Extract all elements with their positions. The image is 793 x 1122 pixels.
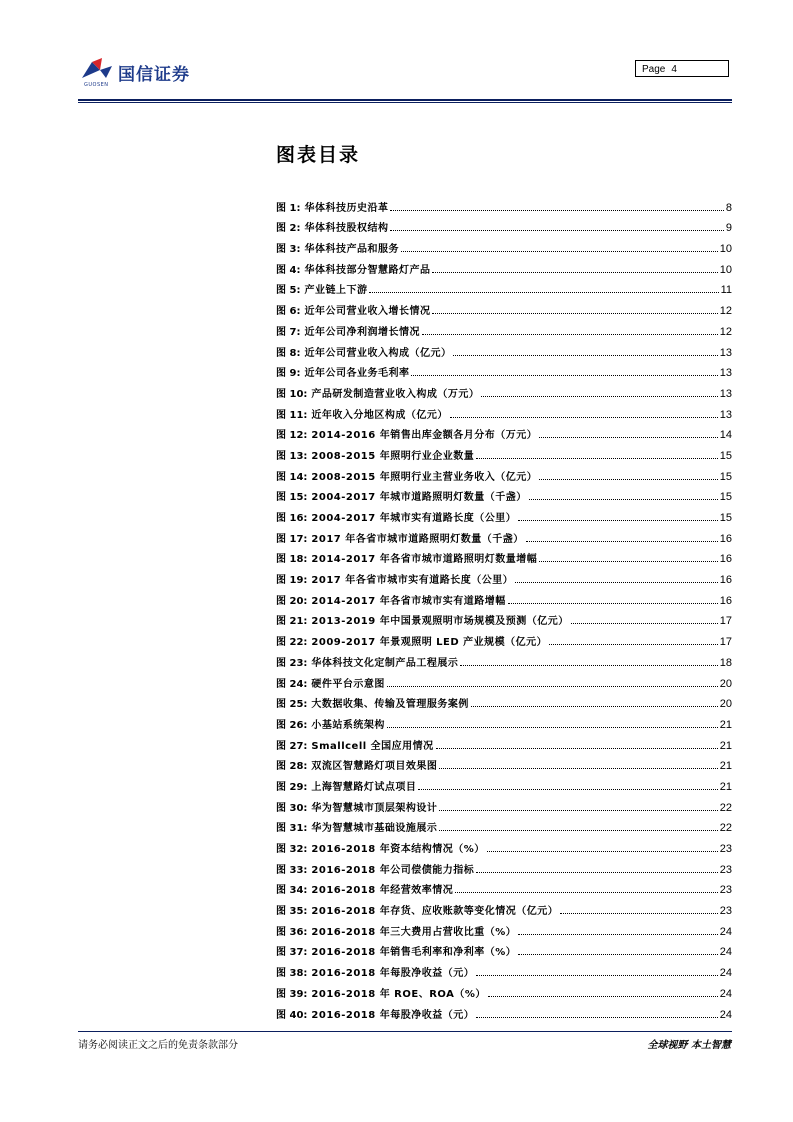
toc-leader-dots: [508, 603, 718, 604]
toc-entry-caption: 华体科技股权结构: [304, 223, 389, 235]
toc-entry-label: 图 37:: [276, 947, 308, 959]
toc-entry-page: 17: [719, 636, 732, 649]
toc-leader-dots: [471, 706, 718, 707]
toc-entry-label: 图 4:: [276, 264, 301, 276]
toc-entry[interactable]: [276, 938, 732, 959]
toc-entry[interactable]: [276, 710, 732, 731]
toc-leader-dots: [401, 251, 718, 252]
toc-entry-page: 13: [719, 346, 732, 359]
toc-entry[interactable]: [276, 876, 732, 897]
toc-entry-page: 14: [719, 429, 732, 442]
toc-entry-page: 24: [719, 925, 732, 938]
toc-leader-dots: [432, 272, 717, 273]
toc-entry[interactable]: [276, 814, 732, 835]
toc-leader-dots: [439, 768, 717, 769]
toc-leader-dots: [518, 934, 718, 935]
toc-entry-caption: 近年公司净利润增长情况: [304, 326, 420, 338]
toc-entry-caption: 近年公司各业务毛利率: [304, 368, 410, 380]
toc-entry[interactable]: [276, 234, 732, 255]
toc-leader-dots: [571, 623, 718, 624]
toc-entry-caption: 2008-2015 年照明行业主营业务收入（亿元）: [311, 471, 538, 483]
toc-entry-label: 图 9:: [276, 368, 301, 380]
toc-leader-dots: [518, 954, 718, 955]
toc-leader-dots: [529, 499, 718, 500]
toc-entry[interactable]: [276, 958, 732, 979]
toc-entry-label: 图 19:: [276, 575, 308, 587]
toc-entry-page: 13: [719, 367, 732, 380]
toc-entry[interactable]: [276, 483, 732, 504]
toc-entry-label: 图 25:: [276, 699, 308, 711]
toc-leader-dots: [539, 479, 718, 480]
toc-entry[interactable]: [276, 421, 732, 442]
toc-leader-dots: [422, 334, 718, 335]
toc-entry-label: 图 2:: [276, 223, 301, 235]
toc-entry-caption: 2016-2018 年 ROE、ROA（%）: [311, 988, 486, 1000]
toc-entry-page: 8: [725, 201, 732, 214]
toc-entry-caption: 双流区智慧路灯项目效果图: [311, 761, 438, 773]
toc-entry-page: 24: [719, 967, 732, 980]
toc-entry-caption: 2016-2018 年经营效率情况: [311, 885, 454, 897]
toc-entry-caption: 产品研发制造营业收入构成（万元）: [311, 388, 480, 400]
header-rule: [78, 99, 732, 101]
toc-entry-caption: 2004-2017 年城市道路照明灯数量（千盏）: [311, 492, 527, 504]
toc-entry-label: 图 27:: [276, 740, 308, 752]
toc-entry-page: 24: [719, 946, 732, 959]
logo-subtext: GUOSEN: [84, 82, 109, 88]
toc-entry-page: 22: [719, 822, 732, 835]
toc-leader-dots: [539, 561, 718, 562]
toc-leader-dots: [488, 996, 718, 997]
toc-entry-page: 22: [719, 801, 732, 814]
guosen-logo: [80, 56, 210, 90]
toc-entry-page: 12: [719, 325, 732, 338]
toc-entry[interactable]: [276, 1000, 732, 1021]
toc-entry-caption: 产业链上下游: [304, 285, 368, 297]
toc-entry[interactable]: [276, 379, 732, 400]
toc-entry-label: 图 28:: [276, 761, 308, 773]
toc-leader-dots: [436, 748, 718, 749]
toc-entry-page: 16: [719, 553, 732, 566]
toc-entry[interactable]: [276, 503, 732, 524]
toc-entry-page: 24: [719, 1008, 732, 1021]
toc-entry-label: 图 26:: [276, 719, 308, 731]
toc-entry-caption: 2017 年各省市城市道路照明灯数量（千盏）: [311, 533, 524, 545]
toc-entry-label: 图 39:: [276, 988, 308, 1000]
toc-entry-caption: 上海智慧路灯试点项目: [311, 781, 417, 793]
toc-entry[interactable]: [276, 586, 732, 607]
toc-entry-label: 图 23:: [276, 657, 308, 669]
toc-leader-dots: [460, 665, 717, 666]
page-number: 4: [671, 64, 677, 75]
toc-entry-caption: 2008-2015 年照明行业企业数量: [311, 450, 475, 462]
toc-entry-caption: 2016-2018 年三大费用占营收比重（%）: [311, 926, 517, 938]
toc-leader-dots: [518, 520, 718, 521]
toc-entry-caption: 小基站系统架构: [311, 719, 385, 731]
toc-entry-label: 图 32:: [276, 844, 308, 855]
toc-entry[interactable]: [276, 772, 732, 793]
toc-leader-dots: [432, 313, 717, 314]
toc-entry-page: 21: [719, 780, 732, 793]
toc-entry[interactable]: [276, 669, 732, 690]
page-indicator: [635, 60, 729, 77]
toc-entry-caption: 2014-2017 年各省市城市实有道路增幅: [311, 595, 506, 607]
toc-entry[interactable]: [276, 855, 732, 876]
toc-entry-label: 图 22:: [276, 637, 308, 649]
toc-entry-label: 图 38:: [276, 968, 308, 980]
toc-leader-dots: [439, 810, 717, 811]
toc-entry-caption: 2014-2017 年各省市城市道路照明灯数量增幅: [311, 554, 538, 566]
toc-entry-page: 13: [719, 408, 732, 421]
toc-leader-dots: [390, 230, 723, 231]
toc-entry-caption: 华体科技文化定制产品工程展示: [311, 657, 459, 669]
toc-entry-page: 15: [719, 491, 732, 504]
toc-entry-label: 图 16:: [276, 513, 308, 524]
toc-entry-page: 18: [719, 656, 732, 669]
toc-entry-caption: Smallcell 全国应用情况: [311, 740, 434, 752]
toc-entry-page: 20: [719, 698, 732, 711]
toc-leader-dots: [539, 437, 718, 438]
toc-leader-dots: [390, 210, 723, 211]
toc-entry[interactable]: [276, 255, 732, 276]
logo-text: 国信证券: [118, 65, 190, 85]
toc-entry-label: 图 33:: [276, 864, 308, 876]
footer-rule: [78, 1031, 732, 1032]
toc-entry-label: 图 7:: [276, 326, 301, 338]
toc-entry-page: 9: [725, 222, 732, 235]
toc-entry-caption: 华为智慧城市顶层架构设计: [311, 802, 438, 814]
toc-entry-page: 15: [719, 512, 732, 524]
toc-entry-page: 15: [719, 470, 732, 483]
toc-entry-label: 图 30:: [276, 802, 308, 814]
page-header: [0, 0, 793, 104]
toc-entry[interactable]: [276, 338, 732, 359]
toc-entry-page: 17: [719, 615, 732, 628]
toc-leader-dots: [439, 830, 717, 831]
toc-entry-label: 图 35:: [276, 906, 308, 918]
toc-entry[interactable]: [276, 296, 732, 317]
toc-leader-dots: [418, 789, 717, 790]
toc-entry-caption: 华体科技部分智慧路灯产品: [304, 264, 431, 276]
toc-entry-caption: 2004-2017 年城市实有道路长度（公里）: [311, 513, 517, 524]
toc-entry[interactable]: [276, 214, 732, 235]
toc-entry[interactable]: [276, 607, 732, 628]
toc-entry-page: 21: [719, 760, 732, 773]
toc-entry-label: 图 12:: [276, 430, 308, 442]
toc-entry-page: 11: [720, 284, 732, 297]
toc-entry-page: 20: [719, 677, 732, 690]
toc-entry-caption: 近年公司营业收入增长情况: [304, 306, 431, 318]
toc-entry-label: 图 34:: [276, 885, 308, 897]
toc-entry-label: 图 5:: [276, 285, 301, 297]
toc-leader-dots: [515, 582, 718, 583]
toc-entry-caption: 近年收入分地区构成（亿元）: [311, 409, 448, 421]
toc-entry-page: 10: [719, 243, 732, 256]
toc-entry[interactable]: [276, 917, 732, 938]
toc-entry-label: 图 21:: [276, 616, 308, 628]
toc-entry[interactable]: [276, 359, 732, 380]
toc-leader-dots: [387, 686, 718, 687]
toc-entry-label: 图 17:: [276, 533, 308, 545]
toc-entry-caption: 华体科技历史沿革: [304, 202, 389, 214]
toc-entry-label: 图 24:: [276, 678, 308, 690]
toc-entry-caption: 2017 年各省市城市实有道路长度（公里）: [311, 575, 514, 587]
toc-entry-page: 23: [719, 905, 732, 918]
toc-leader-dots: [487, 851, 718, 852]
toc-entry[interactable]: [276, 193, 732, 214]
toc-entry[interactable]: [276, 545, 732, 566]
toc-entry-caption: 华为智慧城市基础设施展示: [311, 823, 438, 835]
toc-entry-page: 16: [719, 594, 732, 607]
toc-entry-label: 图 29:: [276, 781, 308, 793]
toc-entry-page: 16: [719, 574, 732, 587]
toc-entry[interactable]: [276, 752, 732, 773]
toc-entry-label: 图 3:: [276, 244, 301, 256]
toc-entry[interactable]: [276, 317, 732, 338]
page-label: Page: [642, 64, 666, 75]
toc-entry-caption: 2016-2018 年资本结构情况（%）: [311, 844, 485, 855]
toc-entry[interactable]: [276, 731, 732, 752]
toc-entry-page: 23: [719, 884, 732, 897]
footer-disclaimer: 请务必阅读正文之后的免责条款部分: [78, 1040, 238, 1051]
toc-entry-caption: 2013-2019 年中国景观照明市场规模及预测（亿元）: [311, 616, 569, 628]
toc-leader-dots: [560, 913, 718, 914]
toc-entry-page: 23: [719, 843, 732, 855]
toc-entry[interactable]: [276, 400, 732, 421]
toc-entry-page: 23: [719, 863, 732, 876]
toc-leader-dots: [453, 355, 717, 356]
toc-entry-label: 图 1:: [276, 202, 301, 214]
toc-entry[interactable]: [276, 462, 732, 483]
toc-entry-label: 图 18:: [276, 554, 308, 566]
toc-leader-dots: [369, 292, 718, 293]
toc-entry-caption: 2016-2018 年存货、应收账款等变化情况（亿元）: [311, 906, 559, 918]
toc-entry-caption: 2016-2018 年每股净收益（元）: [311, 1009, 475, 1021]
toc-entry[interactable]: [276, 979, 732, 1000]
toc-entry-caption: 2016-2018 年公司偿债能力指标: [311, 864, 475, 876]
toc-entry[interactable]: [276, 441, 732, 462]
toc-entry-page: 15: [719, 449, 732, 462]
toc-leader-dots: [476, 1017, 718, 1018]
toc-entry-label: 图 11:: [276, 409, 308, 421]
toc-entry-page: 13: [719, 387, 732, 400]
toc-entry-label: 图 8:: [276, 347, 301, 359]
toc-entry-caption: 大数据收集、传输及管理服务案例: [311, 699, 469, 711]
toc-entry[interactable]: [276, 793, 732, 814]
toc-entry-label: 图 13:: [276, 450, 308, 462]
toc-entry[interactable]: [276, 524, 732, 545]
figure-index-list: [276, 193, 732, 1021]
toc-leader-dots: [549, 644, 718, 645]
toc-entry-label: 图 14:: [276, 471, 308, 483]
footer-slogan: 全球视野 本土智慧: [647, 1040, 731, 1051]
toc-leader-dots: [450, 417, 718, 418]
toc-entry-caption: 硬件平台示意图: [311, 678, 385, 690]
toc-entry-page: 21: [719, 718, 732, 731]
toc-entry-label: 图 20:: [276, 595, 308, 607]
header-rule-thin: [78, 102, 732, 103]
toc-entry[interactable]: [276, 690, 732, 711]
toc-entry-page: 16: [719, 532, 732, 545]
toc-entry-caption: 2009-2017 年景观照明 LED 产业规模（亿元）: [311, 637, 548, 649]
toc-entry[interactable]: [276, 276, 732, 297]
toc-entry-label: 图 31:: [276, 823, 308, 835]
toc-leader-dots: [476, 458, 718, 459]
toc-entry-label: 图 40:: [276, 1009, 308, 1021]
toc-leader-dots: [476, 975, 718, 976]
toc-entry[interactable]: [276, 834, 732, 855]
logo-mark-icon: [80, 56, 114, 84]
toc-entry-label: 图 10:: [276, 388, 308, 400]
toc-entry-page: 24: [719, 987, 732, 1000]
toc-entry[interactable]: [276, 648, 732, 669]
toc-leader-dots: [476, 872, 718, 873]
toc-entry-caption: 2016-2018 年销售毛利率和净利率（%）: [311, 947, 517, 959]
toc-entry-label: 图 15:: [276, 492, 308, 504]
toc-entry-caption: 华体科技产品和服务: [304, 244, 399, 256]
toc-entry[interactable]: [276, 627, 732, 648]
toc-entry-page: 12: [719, 305, 732, 318]
toc-entry[interactable]: [276, 565, 732, 586]
toc-entry-label: 图 6:: [276, 306, 301, 318]
toc-leader-dots: [455, 892, 718, 893]
toc-entry-label: 图 36:: [276, 926, 308, 938]
toc-leader-dots: [387, 727, 718, 728]
toc-leader-dots: [481, 396, 717, 397]
toc-leader-dots: [526, 541, 718, 542]
toc-leader-dots: [411, 375, 717, 376]
toc-entry-caption: 2014-2016 年销售出库金额各月分布（万元）: [311, 430, 538, 442]
toc-entry-page: 21: [719, 739, 732, 752]
toc-entry-caption: 近年公司营业收入构成（亿元）: [304, 347, 452, 359]
toc-entry-caption: 2016-2018 年每股净收益（元）: [311, 968, 475, 980]
page-title: 图表目录: [276, 144, 361, 166]
toc-entry[interactable]: [276, 896, 732, 917]
toc-entry-page: 10: [719, 263, 732, 276]
